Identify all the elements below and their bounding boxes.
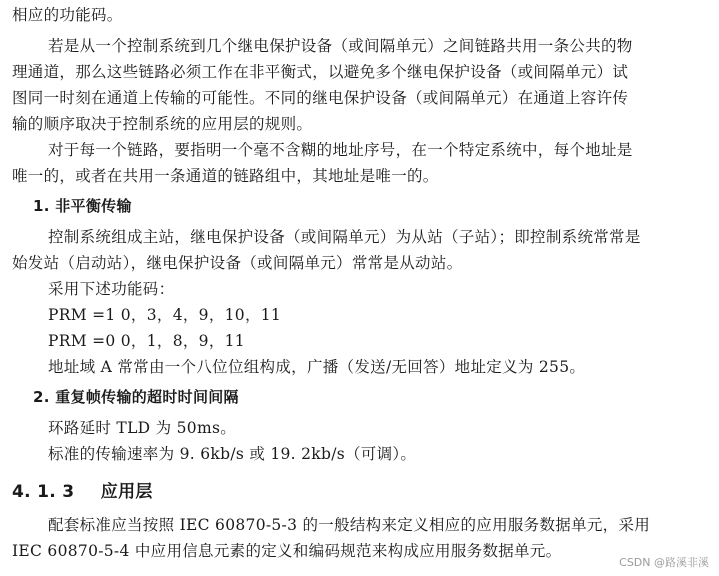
- paragraph-line: 控制系统组成主站，继电保护设备（或间隔单元）为从站（子站）；即控制系统常常是: [48, 228, 641, 246]
- paragraph-line: 理通道，那么这些链路必须工作在非平衡式，以避免多个继电保护设备（或间隔单元）试: [12, 63, 629, 81]
- function-code-intro: 采用下述功能码：: [48, 280, 175, 298]
- intro-tail-text: 相应的功能码。: [12, 6, 123, 24]
- paragraph-line: IEC 60870-5-4 中应用信息元素的定义和编码规范来构成应用服务数据单元。: [12, 542, 562, 560]
- section-number: 4. 1. 3: [12, 482, 75, 502]
- paragraph-line: 图同一时刻在通道上传输的可能性。不同的继电保护设备（或间隔单元）在通道上容许传: [12, 89, 629, 107]
- paragraph-line: 始发站（启动站），继电保护设备（或间隔单元）常常是从动站。: [12, 254, 463, 272]
- subheading-unbalanced-transmission: 1. 非平衡传输: [33, 197, 132, 215]
- prm0-codes: PRM =0 0，1，8，9，11: [48, 332, 245, 350]
- paragraph-line: 输的顺序取决于控制系统的应用层的规则。: [12, 115, 313, 133]
- transmission-rate-text: 标准的传输速率为 9. 6kb/s 或 19. 2kb/s（可调）。: [48, 445, 417, 463]
- paragraph-line: 配套标准应当按照 IEC 60870-5-3 的一般结构来定义相应的应用服务数据单元，采用: [48, 516, 651, 534]
- csdn-watermark: CSDN @路溪非溪: [619, 556, 709, 569]
- address-field-text: 地址域 A 常常由一个八位位组构成，广播（发送/无回答）地址定义为 255。: [48, 358, 586, 376]
- section-title: 应用层: [100, 482, 153, 502]
- paragraph-line: 唯一的，或者在共用一条通道的链路组中，其地址是唯一的。: [12, 167, 439, 185]
- prm1-codes: PRM =1 0，3，4，9，10，11: [48, 306, 282, 324]
- paragraph-line: 若是从一个控制系统到几个继电保护设备（或间隔单元）之间链路共用一条公共的物: [48, 37, 633, 55]
- subheading-repeat-frame-timeout: 2. 重复帧传输的超时时间间隔: [33, 388, 239, 406]
- loop-delay-text: 环路延时 TLD 为 50ms。: [48, 419, 237, 437]
- section-heading: [12, 482, 153, 502]
- paragraph-line: 对于每一个链路，要指明一个毫不含糊的地址序号，在一个特定系统中，每个地址是: [48, 141, 633, 159]
